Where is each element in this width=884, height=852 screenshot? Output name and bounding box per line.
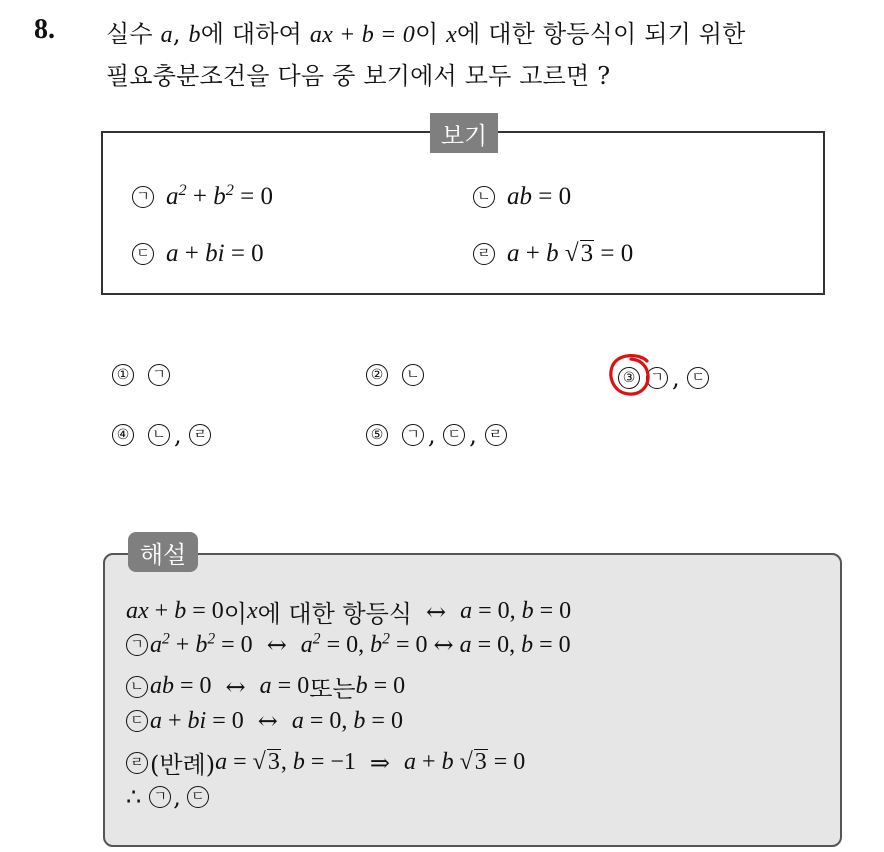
- iff-arrow: ↔: [257, 707, 278, 735]
- circled-giyeok-icon: ㄱ: [402, 424, 424, 446]
- iff-arrow: ↔: [425, 597, 447, 626]
- choice-number: ①: [112, 364, 134, 386]
- bogi-expr: ab = 0: [507, 183, 572, 210]
- bogi-expr: $a^2 + b^2 = 0$: [166, 181, 273, 210]
- circled-nieun-icon: ㄴ: [473, 186, 495, 208]
- choice-number: ②: [366, 364, 388, 386]
- bogi-expr: a + bi = 0: [166, 240, 264, 267]
- bogi-item-nieun: [473, 183, 571, 211]
- sol-expr: a + bi = 0: [150, 707, 244, 734]
- bogi-item-giyeok: [132, 183, 273, 211]
- circled-rieul-icon: ㄹ: [485, 424, 507, 446]
- bogi-box: [101, 131, 825, 295]
- sol-expr: ax + b = 0: [126, 598, 224, 624]
- sol-text: 또는: [309, 675, 356, 703]
- comma: ,: [173, 783, 181, 811]
- circled-giyeok-icon: ㄱ: [148, 364, 170, 386]
- circled-giyeok-icon: ㄱ: [126, 634, 148, 656]
- sol-expr: a = 0, b = 0: [460, 598, 572, 624]
- question-text: 이: [414, 20, 447, 48]
- bogi-item-rieul: [473, 240, 633, 268]
- solution-line-6: [126, 783, 211, 811]
- choice-number: ⑤: [366, 424, 388, 446]
- therefore-icon: ∴: [126, 783, 142, 811]
- choice-5[interactable]: [366, 421, 511, 449]
- circled-digeut-icon: ㄷ: [187, 786, 209, 808]
- circled-giyeok-icon: ㄱ: [132, 186, 154, 208]
- circled-giyeok-icon: ㄱ: [149, 786, 171, 808]
- question-text: 에 대하여: [200, 20, 310, 48]
- bogi-item-digeut: [132, 240, 264, 268]
- solution-line-5: [126, 745, 525, 780]
- solution-tab: 해설: [128, 532, 198, 572]
- circled-rieul-icon: ㄹ: [189, 424, 211, 446]
- question-line-2: 필요충분조건을 다음 중 보기에서 모두 고르면 ?: [106, 62, 611, 90]
- counter-example-label: (반례): [150, 751, 216, 779]
- sol-text: 에 대한 항등식: [257, 600, 412, 628]
- circled-digeut-icon: ㄷ: [687, 367, 709, 389]
- equation: ax + b = 0: [309, 22, 415, 48]
- sol-expr: b = 0: [355, 673, 406, 699]
- circled-digeut-icon: ㄷ: [126, 710, 148, 732]
- sol-expr: a = 0: [259, 673, 310, 699]
- comma: ,: [428, 421, 444, 449]
- choice-4[interactable]: [112, 421, 215, 449]
- var-x: x: [446, 22, 458, 48]
- bogi-tab: 보기: [430, 113, 498, 153]
- solution-line-4: [126, 707, 403, 735]
- question-number: 8.: [34, 14, 55, 45]
- sol-expr: a = √3, b = −1: [215, 749, 356, 775]
- implies-arrow: ⇒: [369, 748, 391, 777]
- var-b: b: [188, 22, 201, 48]
- choice-1[interactable]: [112, 364, 174, 386]
- solution-line-2: [126, 631, 571, 659]
- comma: ,: [172, 20, 189, 48]
- sol-expr: $a^2 = 0$, $b^2 = 0$: [300, 629, 428, 658]
- circled-nieun-icon: ㄴ: [126, 676, 148, 698]
- circled-nieun-icon: ㄴ: [148, 424, 170, 446]
- sol-expr: a = 0, b = 0: [459, 631, 571, 658]
- solution-line-3: [126, 669, 405, 704]
- question-text: 실수: [106, 20, 161, 48]
- question-line-1: [106, 14, 746, 49]
- comma: ,: [672, 364, 688, 392]
- question-text: 에 대한 항등식이 되기 위한: [457, 20, 746, 48]
- iff-arrow: ↔: [266, 631, 287, 659]
- iff-arrow: ↔: [433, 631, 454, 659]
- sol-text: 이: [223, 600, 247, 628]
- comma: ,: [469, 421, 485, 449]
- sol-expr: a = 0, b = 0: [291, 707, 403, 734]
- iff-arrow: ↔: [225, 672, 246, 701]
- circled-digeut-icon: ㄷ: [443, 424, 465, 446]
- bogi-expr: a + b √3 = 0: [507, 240, 634, 267]
- solution-line-1: [126, 594, 571, 629]
- sol-expr: a + b √3 = 0: [404, 749, 526, 775]
- sol-expr: $a^2 + b^2 = 0$: [150, 629, 253, 658]
- sol-expr: ab = 0: [150, 673, 212, 699]
- choice-number: ③: [618, 367, 640, 389]
- choice-number: ④: [112, 424, 134, 446]
- var-a: a: [160, 22, 173, 48]
- choice-2[interactable]: [366, 364, 428, 386]
- circled-nieun-icon: ㄴ: [402, 364, 424, 386]
- comma: ,: [174, 421, 190, 449]
- red-circle-mark-icon: [607, 351, 655, 399]
- circled-rieul-icon: ㄹ: [473, 243, 495, 265]
- circled-giyeok-icon: ㄱ: [646, 367, 668, 389]
- var-x: x: [246, 598, 258, 624]
- circled-digeut-icon: ㄷ: [132, 243, 154, 265]
- circled-rieul-icon: ㄹ: [126, 752, 148, 774]
